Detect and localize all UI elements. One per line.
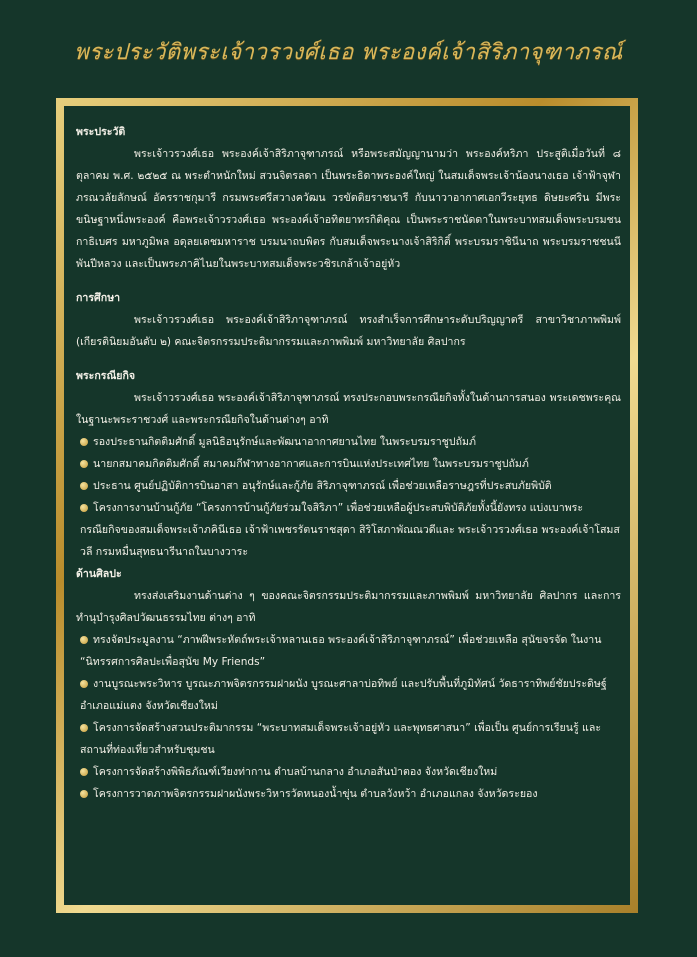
- list-item: [76, 717, 621, 761]
- section-education: [76, 287, 621, 353]
- bullet-icon: [80, 504, 88, 512]
- list-item-text: โครงการจัดสร้างสวนประติมากรรม “พระบาทสมเด็จพระเจ้าอยู่หัว และพุทธศาสนา” เพื่อเป็น ศูนย์การเรียนรู้ และสถานที่ท่องเที่ยวสำหรับชุมชน: [80, 722, 602, 756]
- section-heading: การศึกษา: [76, 292, 121, 304]
- bullet-icon: [80, 790, 88, 798]
- list-item: [76, 629, 621, 673]
- list-item-text: งานบูรณะพระวิหาร บูรณะภาพจิตรกรรมฝาผนัง บูรณะศาลาบ่อทิพย์ และปรับพื้นที่ภูมิทัศน์ วัดธาราทิพย์ชัยประดิษฐ์ อำเภอแม่แตง จังหวัดเชียงใหม่: [80, 678, 607, 712]
- section-biography: [76, 121, 621, 275]
- content: [76, 121, 621, 805]
- bullet-icon: [80, 768, 88, 776]
- paragraph: พระเจ้าวรวงศ์เธอ พระองค์เจ้าสิริภาจุฑาภรณ์ หรือพระสมัญญานามว่า พระองค์หริภา ประสูติเมื่อวันที่ ๘ ตุลาคม พ.ศ. ๒๕๒๕ ณ พระตำหนักใหม่ สวนจิตรลดา เป็นพระธิดาพระองค์ใหญ่ ในสมเด็จพระเจ้าน้องนางเธอ เจ้าฟ้าจุฬาภรณวลัยลักษณ์ อัครราชกุมารี กรมพระศรีสวางควัฒน วรขัตติยราชนารี กับนาวาอากาศเอกวีระยุทธ ดิษยะศริน มีพระขนิษฐาหนึ่งพระองค์ คือพระเจ้าวรวงศ์เธอ พระองค์เจ้าอทิตยาทรกิติคุณ เป็นพระราชนัดดาในพระบาทสมเด็จพระบรมชนกาธิเบศร มหาภูมิพล อดุลยเดชมหาราช บรมนาถบพิตร กับสมเด็จพระนางเจ้าสิริกิติ์ พระบรมราชินีนาถ พระบรมราชชนนี พันปีหลวง และเป็นพระภาคิไนยในพระบาทสมเด็จพระวชิรเกล้าเจ้าอยู่หัว: [76, 148, 621, 270]
- list-item: [76, 497, 621, 563]
- paragraph: พระเจ้าวรวงศ์เธอ พระองค์เจ้าสิริภาจุฑาภรณ์ ทรงประกอบพระกรณียกิจทั้งในด้านการสนอง พระเดชพระคุณในฐานะพระราชวงศ์ และพระกรณียกิจในด้านต่างๆ อาทิ: [76, 392, 621, 426]
- page-title: พระประวัติพระเจ้าวรวงศ์เธอ พระองค์เจ้าสิริภาจุฑาภรณ์: [74, 40, 623, 65]
- section-arts: [76, 563, 621, 805]
- list-item-text: โครงการงานบ้านกู้ภัย “โครงการบ้านกู้ภัยร่วมใจสิริภา” เพื่อช่วยเหลือผู้ประสบพิบัติภัยทั้งนี้ยังทรง แบ่งเบาพระกรณียกิจของสมเด็จพระเจ้าภคินีเธอ เจ้าฟ้าเพชรรัตนราชสุดา สิริโสภาพัณณวดีและ พระเจ้าวรวงศ์เธอ พระองค์เจ้าโสมสวลี กรมหมื่นสุทธนารีนาถในบางวาระ: [80, 502, 620, 558]
- gold-frame: [56, 98, 638, 913]
- list-item-text: รองประธานกิตติมศักดิ์ มูลนิธิอนุรักษ์และพัฒนาอากาศยานไทย ในพระบรมราชูปถัมภ์: [93, 436, 476, 448]
- list-item: [76, 783, 621, 805]
- bullet-icon: [80, 460, 88, 468]
- list-item: [76, 761, 621, 783]
- section-heading: พระกรณียกิจ: [76, 370, 136, 382]
- paragraph: ทรงส่งเสริมงานด้านต่าง ๆ ของคณะจิตรกรรมประติมากรรมและภาพพิมพ์ มหาวิทยาลัย ศิลปากร และการทำนุบำรุงศิลปวัฒนธรรมไทย ต่างๆ อาทิ: [76, 590, 621, 624]
- bullet-icon: [80, 438, 88, 446]
- list-item: [76, 431, 621, 453]
- section-heading: ด้านศิลปะ: [76, 568, 122, 580]
- list-item: [76, 453, 621, 475]
- list-item-text: ประธาน ศูนย์ปฏิบัติการบินอาสา อนุรักษ์และกู้ภัย สิริภาจุฑาภรณ์ เพื่อช่วยเหลือราษฎรที่ประสบภัยพิบัติ: [93, 480, 552, 492]
- list-item: [76, 673, 621, 717]
- bullet-icon: [80, 636, 88, 644]
- bullet-icon: [80, 724, 88, 732]
- list-item-text: นายกสมาคมกิตติมศักดิ์ สมาคมกีฬาทางอากาศและการบินแห่งประเทศไทย ในพระบรมราชูปถัมภ์: [93, 458, 529, 470]
- list-item: [76, 475, 621, 497]
- section-heading: พระประวัติ: [76, 126, 126, 138]
- section-duties: [76, 365, 621, 563]
- list-item-text: ทรงจัดประมูลงาน “ภาพฝีพระหัตถ์พระเจ้าหลานเธอ พระองค์เจ้าสิริภาจุฑาภรณ์” เพื่อช่วยเหลือ สุนัขจรจัด ในงาน “นิทรรศการศิลปะเพื่อสุนัข My Friends”: [80, 634, 602, 668]
- bullet-icon: [80, 482, 88, 490]
- list-item-text: โครงการวาดภาพจิตรกรรมฝาผนังพระวิหารวัดหนองน้ำขุ่น ตำบลวังหว้า อำเภอแกลง จังหวัดระยอง: [93, 788, 538, 800]
- content-panel: [64, 106, 630, 905]
- paragraph: พระเจ้าวรวงศ์เธอ พระองค์เจ้าสิริภาจุฑาภรณ์ ทรงสำเร็จการศึกษาระดับปริญญาตรี สาขาวิชาภาพพิมพ์ (เกียรตินิยมอันดับ ๒) คณะจิตรกรรมประติมากรรมและภาพพิมพ์ มหาวิทยาลัย ศิลปากร: [76, 314, 621, 348]
- bullet-icon: [80, 680, 88, 688]
- list-item-text: โครงการจัดสร้างพิพิธภัณฑ์เวียงท่ากาน ตำบลบ้านกลาง อำเภอสันป่าตอง จังหวัดเชียงใหม่: [93, 766, 498, 778]
